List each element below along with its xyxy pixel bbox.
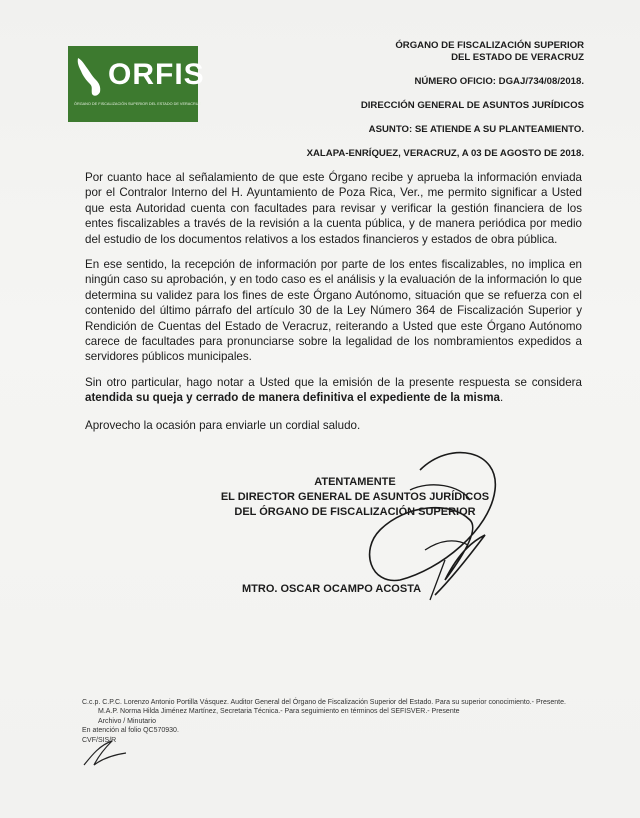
- paragraph-1: Por cuanto hace al señalamiento de que este Órgano recibe y aprueba la información enviada por el Contralor Interno del H. Ayuntamiento de Poza Rica, Ver., me permito significar a Usted que esta Autoridad cuenta con facultades para revisar y verificar la gestión financiera de los entes fiscalizables a través de la revisión a la cuenta pública, y de manera periódica por medio del estudio de los documentos relativos a los estados financieros y estados de obra pública.: [85, 171, 582, 246]
- org-name-line1: ÓRGANO DE FISCALIZACIÓN SUPERIOR: [395, 40, 584, 51]
- letter-header: [307, 40, 584, 160]
- signer-title-line2: DEL ÓRGANO DE FISCALIZACIÓN SUPERIOR: [234, 506, 476, 518]
- paragraph-3-end: .: [499, 391, 504, 405]
- veracruz-map-icon: [74, 54, 104, 100]
- letter-body: [85, 170, 582, 443]
- direccion: DIRECCIÓN GENERAL DE ASUNTOS JURÍDICOS: [360, 100, 584, 111]
- asunto: ASUNTO: SE ATIENDE A SU PLANTEAMIENTO.: [368, 124, 584, 135]
- ccp-line-4: En atención al folio QC570930.: [82, 727, 179, 735]
- ccp-line-5: CVF/SIS/R: [82, 736, 117, 744]
- paragraph-3: [85, 375, 582, 406]
- orfis-logo: [68, 46, 205, 122]
- atentamente: ATENTAMENTE: [314, 476, 396, 488]
- ccp-line-3: Archivo / Minutario: [98, 717, 156, 725]
- paragraph-3-bold: atendida su queja y cerrado de manera definitiva el expediente de la misma: [85, 391, 500, 405]
- place-date: XALAPA-ENRÍQUEZ, VERACRUZ, A 03 DE AGOSTO DE 2018.: [306, 148, 584, 159]
- paragraph-3-start: Sin otro particular, hago notar a Usted que la emisión de la presente respuesta se considera: [85, 375, 582, 389]
- signer-name: MTRO. OSCAR OCAMPO ACOSTA: [242, 583, 422, 595]
- ccp-line-2: M.A.P. Norma Hilda Jiménez Martínez, Secretaria Técnica.- Para seguimiento en términos del SEFISVER.- Presente: [98, 708, 460, 716]
- ccp-block: [82, 698, 566, 745]
- logo-text: ORFIS: [108, 58, 205, 91]
- org-name-line2: DEL ESTADO DE VERACRUZ: [451, 52, 584, 63]
- signer-title-line1: EL DIRECTOR GENERAL DE ASUNTOS JURÍDICOS: [220, 491, 490, 503]
- oficio-number: NÚMERO OFICIO: DGAJ/734/08/2018.: [414, 76, 584, 87]
- paragraph-4: Aprovecho la ocasión para enviarle un cordial saludo.: [85, 418, 361, 432]
- ccp-line-1: C.c.p. C.P.C. Lorenzo Antonio Portilla Vásquez. Auditor General del Órgano de Fiscalización Superior del Estado. Para su superior conocimiento.- Presente.: [82, 699, 566, 706]
- paragraph-2: En ese sentido, la recepción de información por parte de los entes fiscalizables, no implica en ningún caso su aprobación, y en todo caso es el análisis y la evaluación de la información lo que determina su validez para los fines de este Órgano Autónomo, situación que se refuerza con el contenido del último párrafo del artículo 30 de la Ley Número 364 de Fiscalización Superior y Rendición de Cuentas del Estado de Veracruz, reiterando a Usted que este Órgano Autónomo carece de facultades para pronunciarse sobre la legalidad de los nombramientos expedidos a servidores públicos municipales.: [85, 258, 582, 364]
- logo-subtitle: ÓRGANO DE FISCALIZACIÓN SUPERIOR DEL ESTADO DE VERACRUZ: [74, 102, 201, 106]
- initials-scribble: [82, 735, 132, 769]
